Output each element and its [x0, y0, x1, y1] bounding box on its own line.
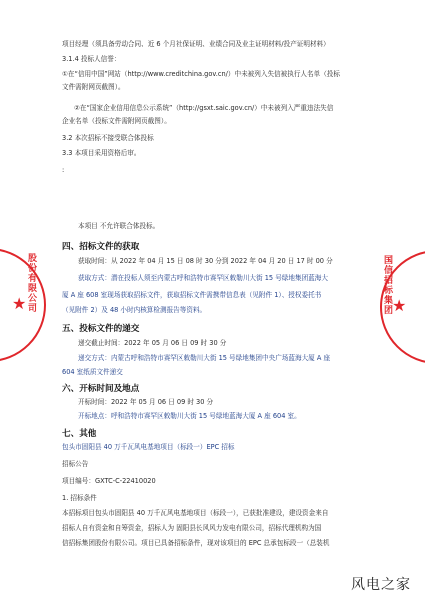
- text-line: 项目编号：GXTC-C-22410020: [62, 477, 156, 485]
- text-line: 604 室纸质文件递交: [62, 368, 123, 376]
- text-line: 企业名单（投标文件需附网页截图）。: [62, 117, 171, 125]
- text-line: 厦 A 座 608 室现场获取招标文件，获取招标文件需携带信息表（见附件 1）、授权委托书: [62, 291, 322, 299]
- text-line: 本项目 不允许联合体投标。: [78, 222, 160, 230]
- company-seal-left: [0, 248, 46, 362]
- section-heading: 五、投标文件的递交: [62, 324, 140, 334]
- text-line: 文件需附网页截图）。: [62, 83, 125, 91]
- section-heading: 四、招标文件的获取: [62, 242, 140, 252]
- site-watermark: 风电之家: [351, 577, 411, 593]
- section-heading: 六、开标时间及地点: [62, 384, 140, 394]
- text-line: ②在“国家企业信用信息公示系统”（http://gsxt.saic.gov.cn/）中未被列入严重违法失信: [74, 104, 334, 112]
- text-line: ①在“信用中国”网站（http://www.creditchina.gov.cn/）中未被列入失信被执行人名单（投标: [62, 70, 340, 78]
- seal-text: 国信招标集团: [384, 256, 394, 316]
- text-line: 获取时间：从 2022 年 04 月 15 日 08 时 30 分到 2022 年 04 月 20 日 17 时 00 分: [78, 257, 333, 265]
- text-line: 获取方式：潜在投标人须至内蒙古呼和浩特市赛罕区敕勒川大街 15 号绿地集团蓝海大: [78, 274, 328, 282]
- text-line: 1. 招标条件: [62, 494, 97, 502]
- text-line: （见附件 2）及 48 小时内核算检测报告等资料。: [62, 306, 207, 314]
- text-line: 3.2 本次招标不接受联合体投标: [62, 134, 154, 142]
- text-line: 包头市固阳县 40 万千瓦风电基地项目（标段一）EPC 招标: [62, 443, 235, 451]
- text-line: 本招标项目包头市固阳县 40 万千瓦风电基地项目（标段一），已获批准建设，建设资金来自: [62, 509, 329, 517]
- text-line: 3.1.4 投标人信誉：: [62, 55, 121, 63]
- text-line: 递交截止时间：2022 年 05 月 06 日 09 时 30 分: [78, 339, 227, 347]
- text-line: 信招标集团股份有限公司。项目已具备招标条件，现对该项目的 EPC 总承包标段一（总装机: [62, 539, 330, 547]
- text-line: :: [62, 166, 65, 174]
- seal-star-icon: ★: [12, 294, 27, 313]
- text-line: 开标时间：2022 年 05 月 06 日 09 时 30 分: [78, 398, 214, 406]
- text-line: 递交方式：内蒙古呼和浩特市赛罕区敕勒川大街 15 号绿地集团中央广场蓝海大厦 A 座: [78, 354, 331, 362]
- text-line: 3.3 本项目采用资格后审。: [62, 149, 141, 157]
- text-line: 招标人自有资金和自筹资金，招标人为 固阳县长风风力发电有限公司，招标代理机构为国: [62, 524, 322, 532]
- text-line: 项目经理（须具备劳动合同、近 6 个月社保证明、业绩合同及业主证明材料/投产证明材料）: [62, 40, 330, 48]
- text-line: 招标公告: [62, 460, 89, 468]
- seal-text: 股份有限公司: [28, 254, 38, 314]
- seal-star-icon: ★: [392, 296, 407, 315]
- section-heading: 七、其他: [62, 429, 97, 439]
- text-line: 开标地点：呼和浩特市赛罕区敕勒川大街 15 号绿地蓝海大厦 A 座 604 室。: [78, 412, 301, 420]
